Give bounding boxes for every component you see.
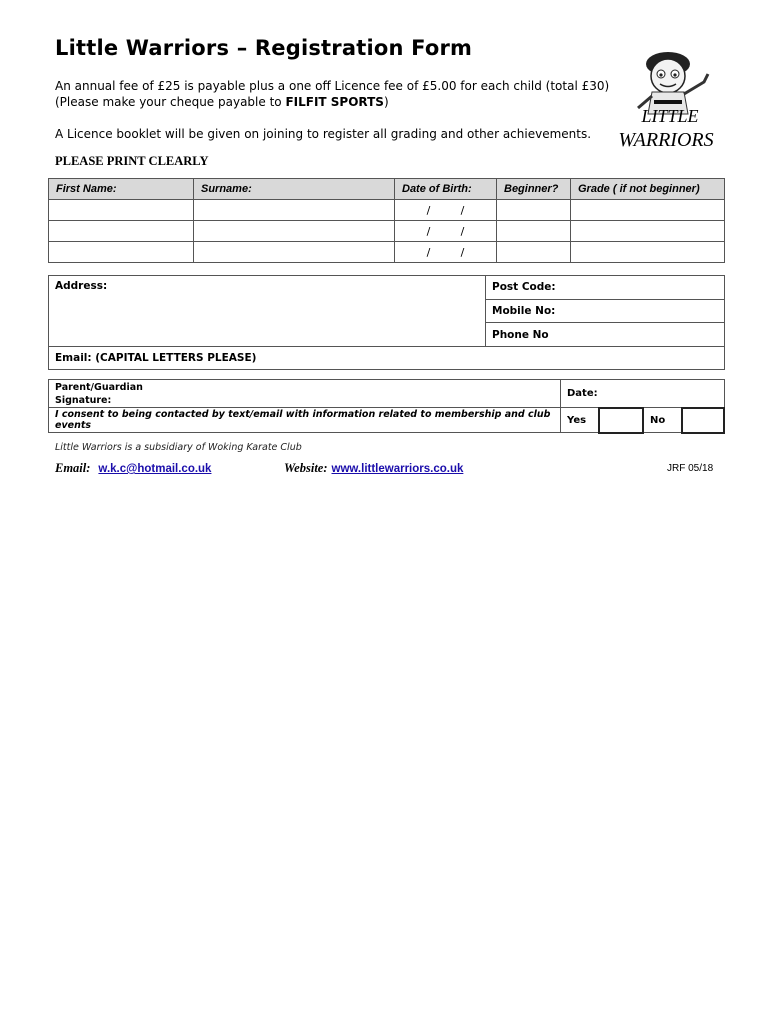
form-reference: JRF 05/18 — [667, 463, 714, 474]
address-table — [48, 275, 725, 370]
little-warriors-logo — [608, 42, 724, 156]
first-name-field[interactable] — [49, 242, 194, 263]
consent-table — [48, 379, 725, 434]
first-name-field[interactable] — [49, 200, 194, 221]
grade-field[interactable] — [571, 200, 725, 221]
logo-line2: WARRIORS — [618, 129, 714, 151]
children-table-header — [49, 179, 725, 200]
email-link[interactable]: w.k.c@hotmail.co.uk — [98, 463, 212, 475]
dob-field[interactable]: / / — [395, 242, 497, 263]
mobile-field[interactable]: Mobile No: — [486, 299, 725, 323]
beginner-field[interactable] — [497, 242, 571, 263]
payee-name: FILFIT SPORTS — [285, 95, 384, 109]
consent-yes-label: Yes — [561, 408, 600, 433]
cheque-text: (Please make your cheque payable to FILFIT SPORTS) — [55, 95, 389, 109]
website-label: Website: — [284, 461, 328, 475]
logo-line1: LITTLE — [641, 106, 699, 126]
surname-field[interactable] — [194, 200, 395, 221]
footer-email — [55, 461, 211, 476]
header-dob: Date of Birth: — [395, 179, 497, 200]
consent-text: I consent to being contacted by text/email with information related to membership and club events — [49, 408, 561, 433]
dob-field[interactable]: / / — [395, 200, 497, 221]
consent-yes-checkbox[interactable] — [599, 408, 643, 433]
karate-kid-icon — [638, 52, 708, 114]
licence-text: A Licence booklet will be given on joining to register all grading and other achievements. — [55, 127, 592, 141]
email-label: Email: — [55, 461, 91, 475]
phone-field[interactable]: Phone No — [486, 323, 725, 347]
surname-field[interactable] — [194, 221, 395, 242]
grade-field[interactable] — [571, 242, 725, 263]
dob-field[interactable]: / / — [395, 221, 497, 242]
date-field[interactable]: Date: — [561, 380, 725, 408]
children-table — [48, 178, 725, 263]
form-title: Little Warriors – Registration Form — [55, 36, 473, 60]
table-row — [49, 200, 725, 221]
header-beginner: Beginner? — [497, 179, 571, 200]
please-print-heading: PLEASE PRINT CLEARLY — [55, 154, 209, 168]
surname-field[interactable] — [194, 242, 395, 263]
subsidiary-note: Little Warriors is a subsidiary of Woking Karate Club — [55, 442, 302, 453]
beginner-field[interactable] — [497, 221, 571, 242]
header-surname: Surname: — [194, 179, 395, 200]
consent-no-checkbox[interactable] — [682, 408, 724, 433]
header-first-name: First Name: — [49, 179, 194, 200]
consent-no-label: No — [643, 408, 682, 433]
address-field[interactable]: Address: — [49, 276, 486, 347]
table-row — [49, 242, 725, 263]
beginner-field[interactable] — [497, 200, 571, 221]
signature-field[interactable]: Parent/Guardian Signature: — [49, 380, 561, 408]
grade-field[interactable] — [571, 221, 725, 242]
header-grade: Grade ( if not beginner) — [571, 179, 725, 200]
table-row — [49, 221, 725, 242]
website-link[interactable]: www.littlewarriors.co.uk — [331, 463, 464, 475]
first-name-field[interactable] — [49, 221, 194, 242]
fee-text: An annual fee of £25 is payable plus a one off Licence fee of £5.00 for each child (total £30) — [55, 79, 610, 93]
email-field[interactable]: Email: (CAPITAL LETTERS PLEASE) — [49, 347, 725, 370]
footer-website — [284, 461, 463, 476]
postcode-field[interactable]: Post Code: — [486, 276, 725, 300]
